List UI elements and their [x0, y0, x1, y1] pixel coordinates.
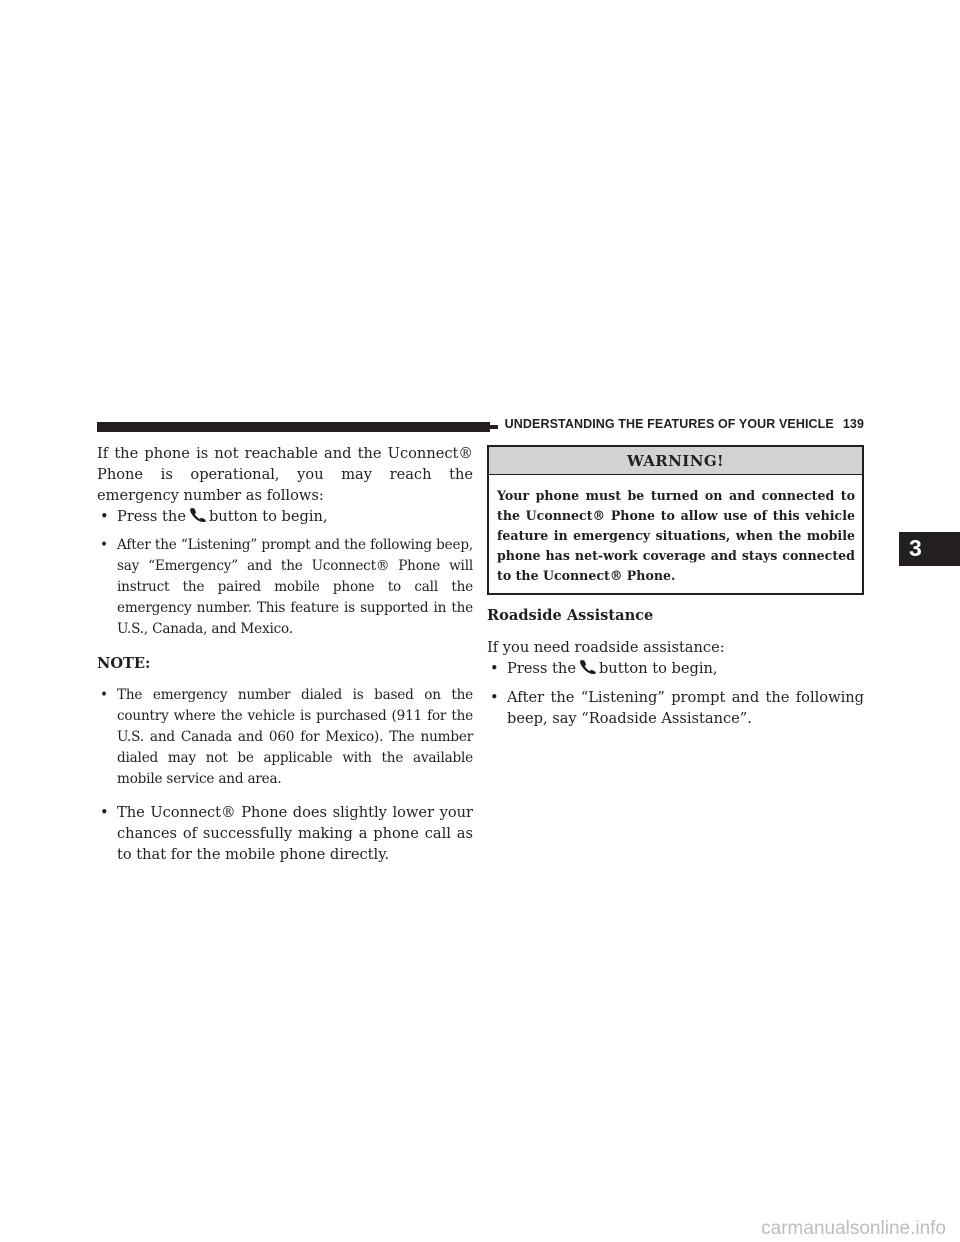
warning-body: Your phone must be turned on and connected to the Uconnect® Phone to allow use of this vehicle feature in emergency situations, when the mobile phone has net-work coverage and stays connected to the Uconnect® Phone.	[497, 488, 855, 583]
bullet-marker: •	[100, 508, 109, 525]
list-item	[97, 535, 473, 640]
warning-title: WARNING!	[489, 447, 862, 475]
note-list	[97, 685, 473, 865]
emergency-steps	[97, 506, 473, 640]
note-text: The Uconnect® Phone does slightly lower your chances of successfully making a phone call as to that for the mobile phone directly.	[117, 804, 473, 863]
page-number: 139	[842, 417, 864, 431]
list-item	[487, 658, 864, 679]
list-item	[97, 802, 473, 865]
bullet-marker: •	[100, 687, 108, 703]
chapter-number: 3	[909, 535, 922, 561]
list-item	[97, 506, 473, 527]
bullet-marker: •	[490, 660, 499, 677]
header-rule	[97, 422, 490, 432]
note-label: NOTE:	[97, 655, 151, 672]
step-text: After the “Listening” prompt and the following beep, say “Emergency” and the Uconnect® Phone will instruct the paired mobile phone to call the emergency number. This feature is supported in the U.S., Canada, and Mexico.	[117, 537, 473, 637]
step-text-before: Press the	[117, 508, 186, 525]
phone-handset-icon	[578, 659, 598, 674]
roadside-intro: If you need roadside assistance:	[487, 639, 725, 656]
phone-handset-icon	[188, 507, 208, 522]
left-column	[97, 443, 473, 865]
step-text-after: button to begin,	[598, 660, 718, 677]
right-column	[487, 443, 864, 729]
bullet-marker: •	[100, 537, 108, 553]
section-title: UNDERSTANDING THE FEATURES OF YOUR VEHICLE	[504, 417, 834, 431]
note-text: The emergency number dialed is based on the country where the vehicle is purchased (911 for the U.S. and Canada and 060 for Mexico). The number dialed may not be applicable with the available mobile service and area.	[117, 687, 473, 787]
chapter-tab	[899, 532, 960, 566]
list-item	[487, 687, 864, 729]
warning-box	[487, 445, 864, 595]
bullet-marker: •	[490, 689, 499, 706]
bullet-marker: •	[100, 804, 109, 821]
watermark: carmanualsonline.info	[761, 1218, 946, 1239]
roadside-steps	[487, 658, 864, 729]
header-rule-connector	[490, 425, 498, 429]
step-text-after: button to begin,	[208, 508, 328, 525]
section-heading: Roadside Assistance	[487, 607, 654, 624]
list-item	[97, 685, 473, 790]
page-header	[504, 417, 864, 431]
intro-paragraph: If the phone is not reachable and the Uconnect® Phone is operational, you may reach the emergency number as follows:	[97, 445, 473, 504]
step-text-before: Press the	[507, 660, 576, 677]
step-text: After the “Listening” prompt and the following beep, say “Roadside Assistance”.	[507, 689, 864, 727]
